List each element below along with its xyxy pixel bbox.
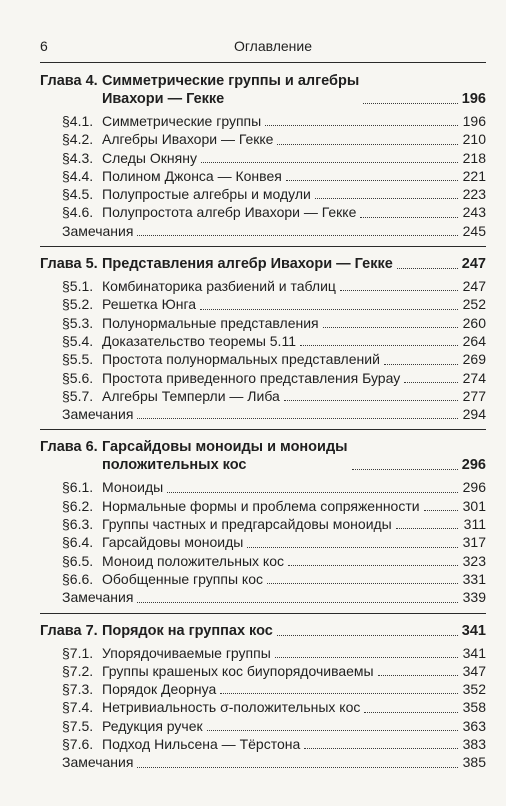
chapter-title: Гарсайдовы моноиды и моноиды положительных кос xyxy=(102,439,348,474)
section-number: §7.6. xyxy=(62,736,94,753)
notes-entry[interactable] xyxy=(40,222,486,240)
section-number: §4.4. xyxy=(62,167,94,184)
section-page-number: 311 xyxy=(463,516,486,533)
chapter-block xyxy=(40,70,486,240)
section-title: Замечания xyxy=(62,589,134,606)
section-number: §6.2. xyxy=(62,497,94,514)
chapter-title-row xyxy=(102,72,486,108)
section-page-number: 243 xyxy=(462,204,486,221)
dot-leader xyxy=(167,492,458,493)
dot-leader xyxy=(360,217,458,218)
section-entry[interactable] xyxy=(40,478,486,496)
section-page-number: 294 xyxy=(462,406,486,423)
dot-leader xyxy=(304,748,458,749)
chapter-title-row xyxy=(102,622,486,640)
section-title: Упорядочиваемые группы xyxy=(102,644,271,661)
section-number: §6.3. xyxy=(62,516,94,533)
section-entry[interactable] xyxy=(40,735,486,753)
section-entry[interactable] xyxy=(40,680,486,698)
section-page-number: 339 xyxy=(462,589,486,606)
section-title: Замечания xyxy=(62,222,134,239)
section-entry[interactable] xyxy=(40,130,486,148)
section-page-number: 352 xyxy=(462,681,486,698)
section-title: Порядок Деорнуа xyxy=(102,681,217,698)
section-number: §5.5. xyxy=(62,351,94,368)
section-number: §6.6. xyxy=(62,570,94,587)
chapter-heading[interactable] xyxy=(40,253,486,273)
running-title: Оглавление xyxy=(233,38,313,54)
section-number: §7.3. xyxy=(62,681,94,698)
section-number: §5.3. xyxy=(62,314,94,331)
dot-leader xyxy=(137,602,458,603)
section-entry[interactable] xyxy=(40,350,486,368)
dot-leader xyxy=(220,693,458,694)
dot-leader xyxy=(277,144,458,145)
chapter-title: Представления алгебр Ивахори — Гекке xyxy=(102,256,393,273)
dot-leader xyxy=(275,657,458,658)
section-entry[interactable] xyxy=(40,698,486,716)
section-title: Доказательство теоремы 5.11 xyxy=(102,332,296,349)
section-entry[interactable] xyxy=(40,277,486,295)
dot-leader xyxy=(323,327,458,328)
dot-leader xyxy=(424,510,458,511)
section-entry[interactable] xyxy=(40,533,486,551)
section-page-number: 210 xyxy=(462,131,486,148)
dot-leader xyxy=(265,125,458,126)
chapter-page-number: 296 xyxy=(461,457,486,474)
dot-leader xyxy=(288,565,458,566)
section-page-number: 385 xyxy=(462,754,486,771)
section-title: Следы Окняну xyxy=(102,149,197,166)
dot-leader xyxy=(315,198,458,199)
section-page-number: 317 xyxy=(462,534,486,551)
section-number: §5.6. xyxy=(62,369,94,386)
page-number: 6 xyxy=(40,38,48,54)
section-number: §7.5. xyxy=(62,717,94,734)
chapter-label: Глава 4. xyxy=(40,73,98,89)
section-entry[interactable] xyxy=(40,167,486,185)
section-page-number: 223 xyxy=(462,186,486,203)
section-title: Замечания xyxy=(62,754,134,771)
section-title: Полупростота алгебр Ивахори — Гекке xyxy=(102,204,357,221)
dot-leader xyxy=(396,528,458,529)
section-number: §5.1. xyxy=(62,278,94,295)
section-title: Алгебры Ивахори — Гекке xyxy=(102,131,274,148)
section-entry[interactable] xyxy=(40,497,486,515)
chapter-block xyxy=(40,613,486,772)
section-page-number: 383 xyxy=(462,736,486,753)
section-number: §5.2. xyxy=(62,296,94,313)
section-number: §4.1. xyxy=(62,113,94,129)
section-title: Полунормальные представления xyxy=(102,314,319,331)
section-title: Редукция ручек xyxy=(102,717,203,734)
dot-leader xyxy=(201,162,458,163)
section-page-number: 247 xyxy=(462,278,486,295)
dot-leader xyxy=(378,675,458,676)
section-title: Простота приведенного представления Бурау xyxy=(102,369,401,386)
notes-entry[interactable] xyxy=(40,588,486,606)
dot-leader xyxy=(364,712,458,713)
section-entry[interactable] xyxy=(40,644,486,662)
chapter-title: Порядок на группах кос xyxy=(102,622,273,639)
dot-leader xyxy=(300,345,458,346)
section-entry[interactable] xyxy=(40,515,486,533)
dot-leader xyxy=(200,309,458,310)
dot-leader xyxy=(404,382,458,383)
chapter-title-row xyxy=(102,438,486,474)
section-number: §5.7. xyxy=(62,387,94,404)
notes-entry[interactable] xyxy=(40,405,486,423)
section-title: Гарсайдовы моноиды xyxy=(102,534,244,551)
section-page-number: 301 xyxy=(462,497,486,514)
section-page-number: 331 xyxy=(462,570,486,587)
section-title: Моноиды xyxy=(102,479,164,496)
section-page-number: 221 xyxy=(462,167,486,184)
dot-leader xyxy=(384,364,458,365)
section-page-number: 347 xyxy=(462,662,486,679)
section-title: Комбинаторика разбиений и таблиц xyxy=(102,278,336,295)
chapter-label: Глава 6. xyxy=(40,439,98,456)
section-page-number: 296 xyxy=(462,479,486,496)
section-number: §6.5. xyxy=(62,552,94,569)
section-entry[interactable] xyxy=(40,149,486,167)
section-title: Замечания xyxy=(62,406,134,423)
chapter-label: Глава 7. xyxy=(40,622,98,639)
header-rule xyxy=(40,62,486,63)
section-entry[interactable] xyxy=(40,112,486,130)
section-entry[interactable] xyxy=(40,314,486,332)
dot-leader xyxy=(397,268,458,269)
section-entry[interactable] xyxy=(40,552,486,570)
section-number: §4.6. xyxy=(62,204,94,221)
dot-leader xyxy=(247,547,458,548)
section-page-number: 264 xyxy=(462,332,486,349)
section-entry[interactable] xyxy=(40,203,486,221)
section-title: Алгебры Темперли — Либа xyxy=(102,387,280,404)
section-page-number: 245 xyxy=(462,222,486,239)
section-page-number: 269 xyxy=(462,351,486,368)
section-page-number: 363 xyxy=(462,717,486,734)
section-title: Симметрические группы xyxy=(102,113,262,129)
chapter-heading[interactable] xyxy=(40,620,486,640)
dot-leader xyxy=(137,767,458,768)
chapter-heading[interactable] xyxy=(40,70,486,108)
section-page-number: 260 xyxy=(462,314,486,331)
chapter-title: Симметрические группы и алгебры Ивахори — Гекке xyxy=(102,73,360,107)
notes-entry[interactable] xyxy=(40,753,486,771)
section-title: Нормальные формы и проблема сопряженности xyxy=(102,497,420,514)
section-title: Полином Джонса — Конвея xyxy=(102,167,282,184)
dot-leader xyxy=(340,290,458,291)
section-page-number: 323 xyxy=(462,552,486,569)
section-entry[interactable] xyxy=(40,662,486,680)
section-number: §7.1. xyxy=(62,644,94,661)
dot-leader xyxy=(284,400,458,401)
section-title: Подход Нильсена — Тёрстона xyxy=(102,736,301,753)
section-number: §7.4. xyxy=(62,699,94,716)
chapter-heading[interactable] xyxy=(40,436,486,474)
section-entry[interactable] xyxy=(40,717,486,735)
section-title: Простота полунормальных представлений xyxy=(102,351,380,368)
section-title: Группы частных и предгарсайдовы моноиды xyxy=(102,516,392,533)
dot-leader xyxy=(207,730,458,731)
section-list xyxy=(40,112,486,240)
chapter-page-number: 341 xyxy=(461,622,486,639)
section-page-number: 341 xyxy=(462,644,486,661)
chapter-block xyxy=(40,429,486,606)
section-number: §7.2. xyxy=(62,662,94,679)
section-page-number: 218 xyxy=(462,149,486,166)
dot-leader xyxy=(277,635,458,636)
section-entry[interactable] xyxy=(40,185,486,203)
section-title: Полупростые алгебры и модули xyxy=(102,186,311,203)
dot-leader xyxy=(267,583,458,584)
section-entry[interactable] xyxy=(40,369,486,387)
section-page-number: 358 xyxy=(462,699,486,716)
dot-leader xyxy=(363,103,458,104)
section-page-number: 252 xyxy=(462,296,486,313)
section-number: §6.4. xyxy=(62,534,94,551)
chapter-label: Глава 5. xyxy=(40,256,98,273)
section-title: Обобщенные группы кос xyxy=(102,570,263,587)
section-page-number: 274 xyxy=(462,369,486,386)
section-list xyxy=(40,478,486,606)
chapter-block xyxy=(40,246,486,423)
dot-leader xyxy=(286,180,458,181)
dot-leader xyxy=(352,469,458,470)
section-title: Нетривиальность σ-положительных кос xyxy=(102,699,361,716)
section-number: §5.4. xyxy=(62,332,94,349)
section-number: §4.5. xyxy=(62,186,94,203)
section-page-number: 196 xyxy=(462,113,486,129)
section-title: Группы крашеных кос биупорядочиваемы xyxy=(102,662,374,679)
section-entry[interactable] xyxy=(40,295,486,313)
running-head xyxy=(40,38,486,58)
section-entry[interactable] xyxy=(40,387,486,405)
section-list xyxy=(40,644,486,772)
section-number: §4.3. xyxy=(62,149,94,166)
chapter-page-number: 196 xyxy=(461,91,486,107)
section-number: §6.1. xyxy=(62,479,94,496)
chapter-page-number: 247 xyxy=(461,256,486,273)
section-title: Моноид положительных кос xyxy=(102,552,284,569)
section-number: §4.2. xyxy=(62,131,94,148)
chapter-title-row xyxy=(102,255,486,273)
section-entry[interactable] xyxy=(40,332,486,350)
section-title: Решетка Юнга xyxy=(102,296,197,313)
table-of-contents xyxy=(40,70,486,772)
section-page-number: 277 xyxy=(462,387,486,404)
dot-leader xyxy=(137,418,458,419)
section-list xyxy=(40,277,486,423)
dot-leader xyxy=(137,235,458,236)
section-entry[interactable] xyxy=(40,570,486,588)
